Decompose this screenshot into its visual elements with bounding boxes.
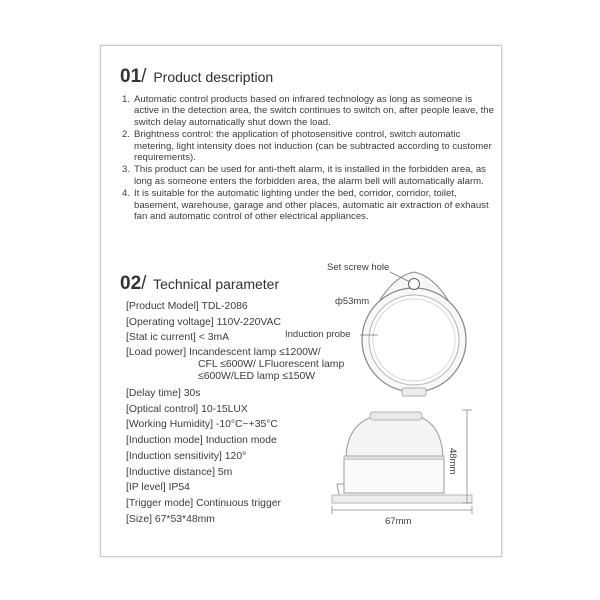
param-size: [Size] 67*53*48mm (126, 513, 215, 525)
section-number: 01 (120, 66, 142, 87)
section-number: 02 (120, 273, 142, 294)
param-induction-sensitivity: [Induction sensitivity] 120° (126, 450, 247, 462)
height-dimension-label: 48mm (447, 448, 458, 475)
induction-probe-label: Induction probe (285, 329, 351, 340)
param-load-power: [Load power] Incandescent lamp ≤1200W/ CFL ≤600W/ LFluorescent lamp ≤600W/LED lamp ≤150W (126, 347, 345, 383)
param-delay-time: [Delay time] 30s (126, 388, 201, 400)
param-optical-control: [Optical control] 10-15LUX (126, 403, 248, 415)
section-title-text: Technical parameter (153, 276, 280, 292)
set-screw-hole-label: Set screw hole (327, 262, 390, 273)
section-title-text: Product description (153, 69, 274, 85)
screw-hole-icon (409, 279, 420, 290)
diameter-label: ф53mm (335, 296, 370, 307)
section-title-technical-parameter: 02/ Technical parameter (120, 273, 280, 294)
param-product-model: [Product Model] TDL-2086 (126, 301, 248, 312)
param-static-current: [Stat ic current] < 3mA (126, 332, 230, 344)
param-inductive-distance: [Inductive distance] 5m (126, 466, 233, 478)
list-item: 3. This product can be used for anti-theft alarm, it is installed in the forbidden area, as long as someone enters the forbidden area, the alarm bell will automatically alarm. (122, 164, 486, 187)
param-working-humidity: [Working Humidity] -10°C~+35°C (126, 419, 278, 431)
param-trigger-mode: [Trigger mode] Continuous trigger (126, 497, 281, 509)
section-title-product-description: 01/ Product description (120, 66, 274, 87)
width-dimension-label: 67mm (385, 516, 412, 527)
param-operating-voltage: [Operating voltage] 110V-220VAC (126, 316, 281, 328)
list-item: 4. It is suitable for the automatic lighting under the bed, corridor, corridor, toilet, basement, warehouse, garage and other places, automatic air extraction of exhaust fan and automatic control of other electrical appliances. (122, 188, 489, 223)
param-ip-level: [IP level] IP54 (126, 482, 190, 494)
sensor-top-view (362, 272, 466, 396)
list-item: 2. Brightness control: the application of photosensitive control, switch automatic metering, light intensity does not induction (can be subtracted according to customer requirements). (122, 129, 492, 164)
list-item: 1. Automatic control products based on infrared technology as long as someone is active in the detection area, the switch continues to switch on, after people leave, the switch delay automatically shut down the load. (122, 94, 494, 128)
param-induction-mode: [Induction mode] Induction mode (126, 435, 277, 447)
